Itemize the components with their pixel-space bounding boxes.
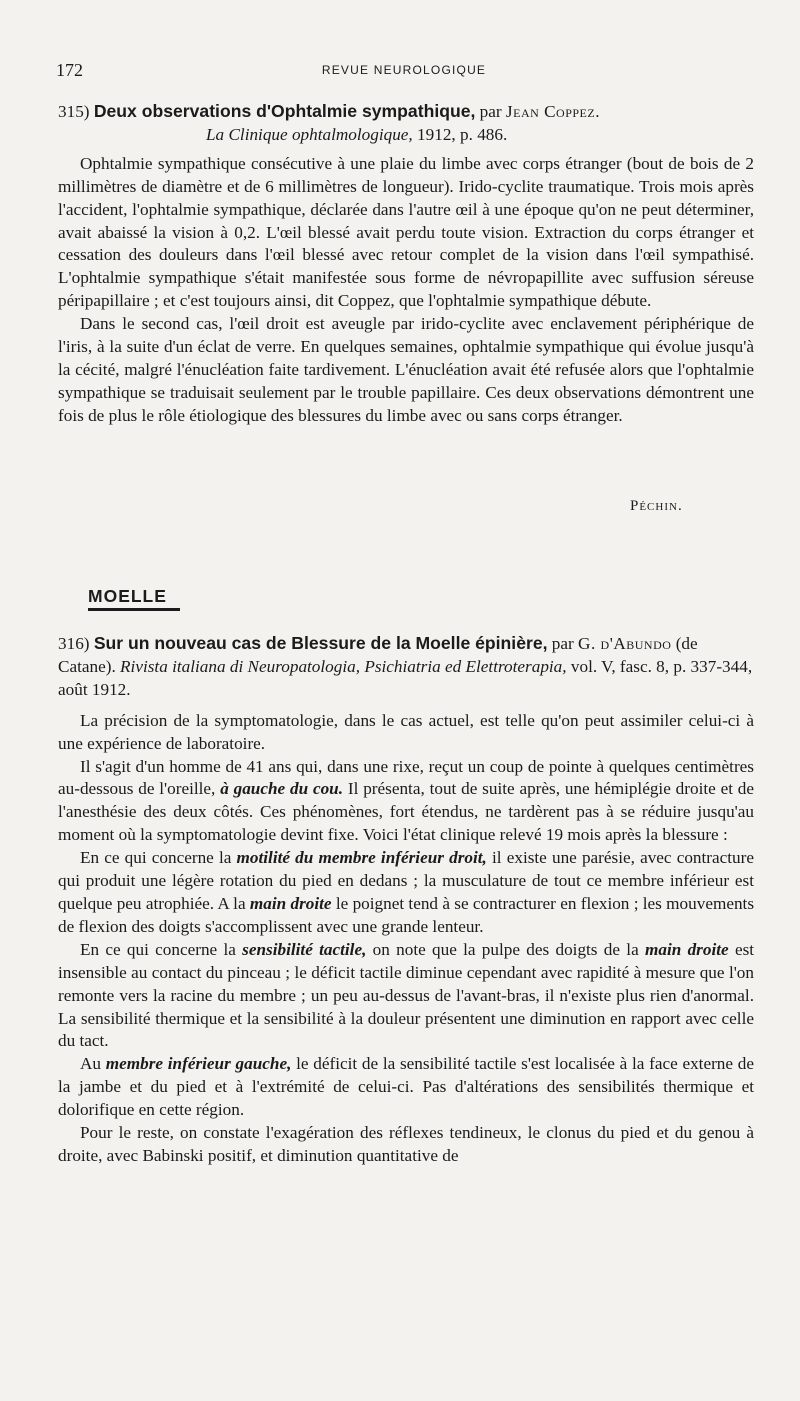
paragraph-text: il existe une parésie, avec contracture qui produit une légère rotation du pied en dedans ; la musculature de tout ce membre inférieur est quelque peu atrophiée. A la (58, 848, 755, 913)
journal-title: REVUE NEUROLOGIQUE (321, 63, 487, 77)
article-316-paragraph-5 (58, 1053, 754, 1122)
article-title: Deux observations d'Ophtalmie sympathique, (93, 101, 476, 121)
article-315-paragraph-2: Dans le second cas, l'œil droit est aveugle par irido-cyclite avec enclavement périphérique de l'iris, à la suite d'un éclat de verre. En quelques semaines, ophtalmie sympathique qui évolue jusqu'à la cécité, malgré l'énucléation faite tardivement. L'énucléation avait été refusée alors que l'ophtalmie sympathique se traduisait seulement par le trouble papillaire. Ces deux observations démontrent une fois de plus le rôle étiologique des blessures du limbe avec ou sans corps étranger. (58, 314, 754, 425)
paragraph-text: le déficit de la sensibilité tactile s'est localisée à la face externe de la jambe et du pied et à l'extrémité de celui-ci. Pas d'altérations des sensibilités thermique et dolorifique en cette région. (58, 1054, 754, 1120)
article-author: G. d'Abundo (578, 634, 672, 653)
paragraph-text: Il présenta, tout de suite après, une hémiplégie droite et de l'anesthésie des deux côtés. Ces phénomènes, fort étendus, ne tardèrent pas à se réduire jusqu'au moment où la symptomatologie devint fixe. Voici l'état clinique relevé 19 mois après la blessure : (58, 779, 755, 845)
article-315 (58, 100, 754, 428)
article-316-paragraph-2 (58, 756, 754, 848)
emphasis-text: main droite (249, 893, 332, 913)
article-number: 315) (58, 102, 90, 121)
emphasis-text: sensibilité tactile, (242, 939, 367, 959)
article-number: 316) (58, 634, 90, 653)
article-316-paragraph-4 (58, 939, 754, 1054)
article-316 (58, 632, 754, 1168)
article-316-paragraph-1: La précision de la symptomatologie, dans le cas actuel, est telle qu'on peut assimiler celui-ci à une expérience de laboratoire. (58, 710, 754, 753)
running-head (56, 60, 752, 84)
byline-par: par (551, 634, 574, 653)
source-reference: 1912, p. 486. (417, 124, 508, 144)
paragraph-text: le poignet tend à se contracturer en flexion ; les mouvements de flexion des doigts s'accomplissent avec une grande lenteur. (58, 893, 755, 936)
source-reference: vol. V, fasc. 8, p. 337-344, août 1912. (58, 656, 753, 699)
source-journal: Rivista italiana di Neuropatologia, Psichiatria ed Elettroterapia, (120, 656, 567, 676)
article-316-paragraph-6: Pour le reste, on constate l'exagération des réflexes tendineux, le clonus du pied et du genou à droite, avec Babinski positif, et diminution quantitative de (58, 1123, 754, 1165)
article-source (58, 124, 754, 147)
article-315-paragraph-1: Ophtalmie sympathique consécutive à une plaie du limbe avec corps étranger (bout de bois de 2 millimètres de diamètre et de 6 millimètres de longueur). Irido-cyclite traumatique. Trois mois après l'accident, l'ophtalmie sympathique, déclarée dans l'autre œil à une époque qu'on ne peut déterminer, avait abaissé la vision à 0,2. L'œil blessé avait perdu toute vision. Extraction du corps étranger et cessation des douleurs dans l'œil blessé avec retour complet de la vision dans l'œil sympathisé. L'ophtalmie sympathique s'était manifestée sous forme de névropapillite avec suffusion séreuse péripapillaire ; et c'est toujours ainsi, dit Coppez, que l'ophtalmie sympathique débute. (58, 153, 754, 311)
paragraph-text: on note que la pulpe des doigts de la (372, 939, 639, 959)
paragraph-text: En ce qui concerne la (80, 848, 232, 868)
reviewer-signature: Péchin. (630, 498, 683, 514)
article-316-heading (58, 632, 754, 702)
article-author: Jean Coppez. (505, 102, 601, 121)
page-number: 172 (56, 60, 83, 80)
paragraph-text: Au (80, 1054, 102, 1074)
article-315-heading (58, 100, 754, 124)
paragraph-text: est insensible au contact du pinceau ; le déficit tactile diminue cependant avec rapidité à mesure que l'on remonte vers la racine du membre ; un peu au-dessus de l'avant-bras, il n'existe plus rien d'anormal. La sensibilité thermique et la sensibilité à la douleur présentent une diminution en rapport avec celle du tact. (58, 939, 755, 1051)
section-heading: MOELLE (88, 586, 167, 606)
article-316-paragraph-3 (58, 847, 754, 939)
emphasis-text: motilité du membre inférieur droit, (236, 848, 487, 868)
emphasis-text: à gauche du cou. (220, 779, 344, 799)
paragraph-text: Il s'agit d'un homme de 41 ans qui, dans une rixe, reçut un coup de pointe à quelques centimètres au-dessous de l'oreille, (58, 756, 754, 799)
article-title: Sur un nouveau cas de Blessure de la Moelle épinière, (93, 633, 548, 653)
emphasis-text: membre inférieur gauche, (105, 1054, 292, 1074)
section-underline (88, 608, 180, 611)
source-journal: La Clinique ophtalmologique, (206, 124, 413, 144)
author-place: (de Catane). (58, 634, 698, 676)
byline-par: par (479, 102, 502, 121)
paragraph-text: En ce qui concerne la (80, 939, 236, 959)
emphasis-text: main droite (645, 939, 729, 959)
